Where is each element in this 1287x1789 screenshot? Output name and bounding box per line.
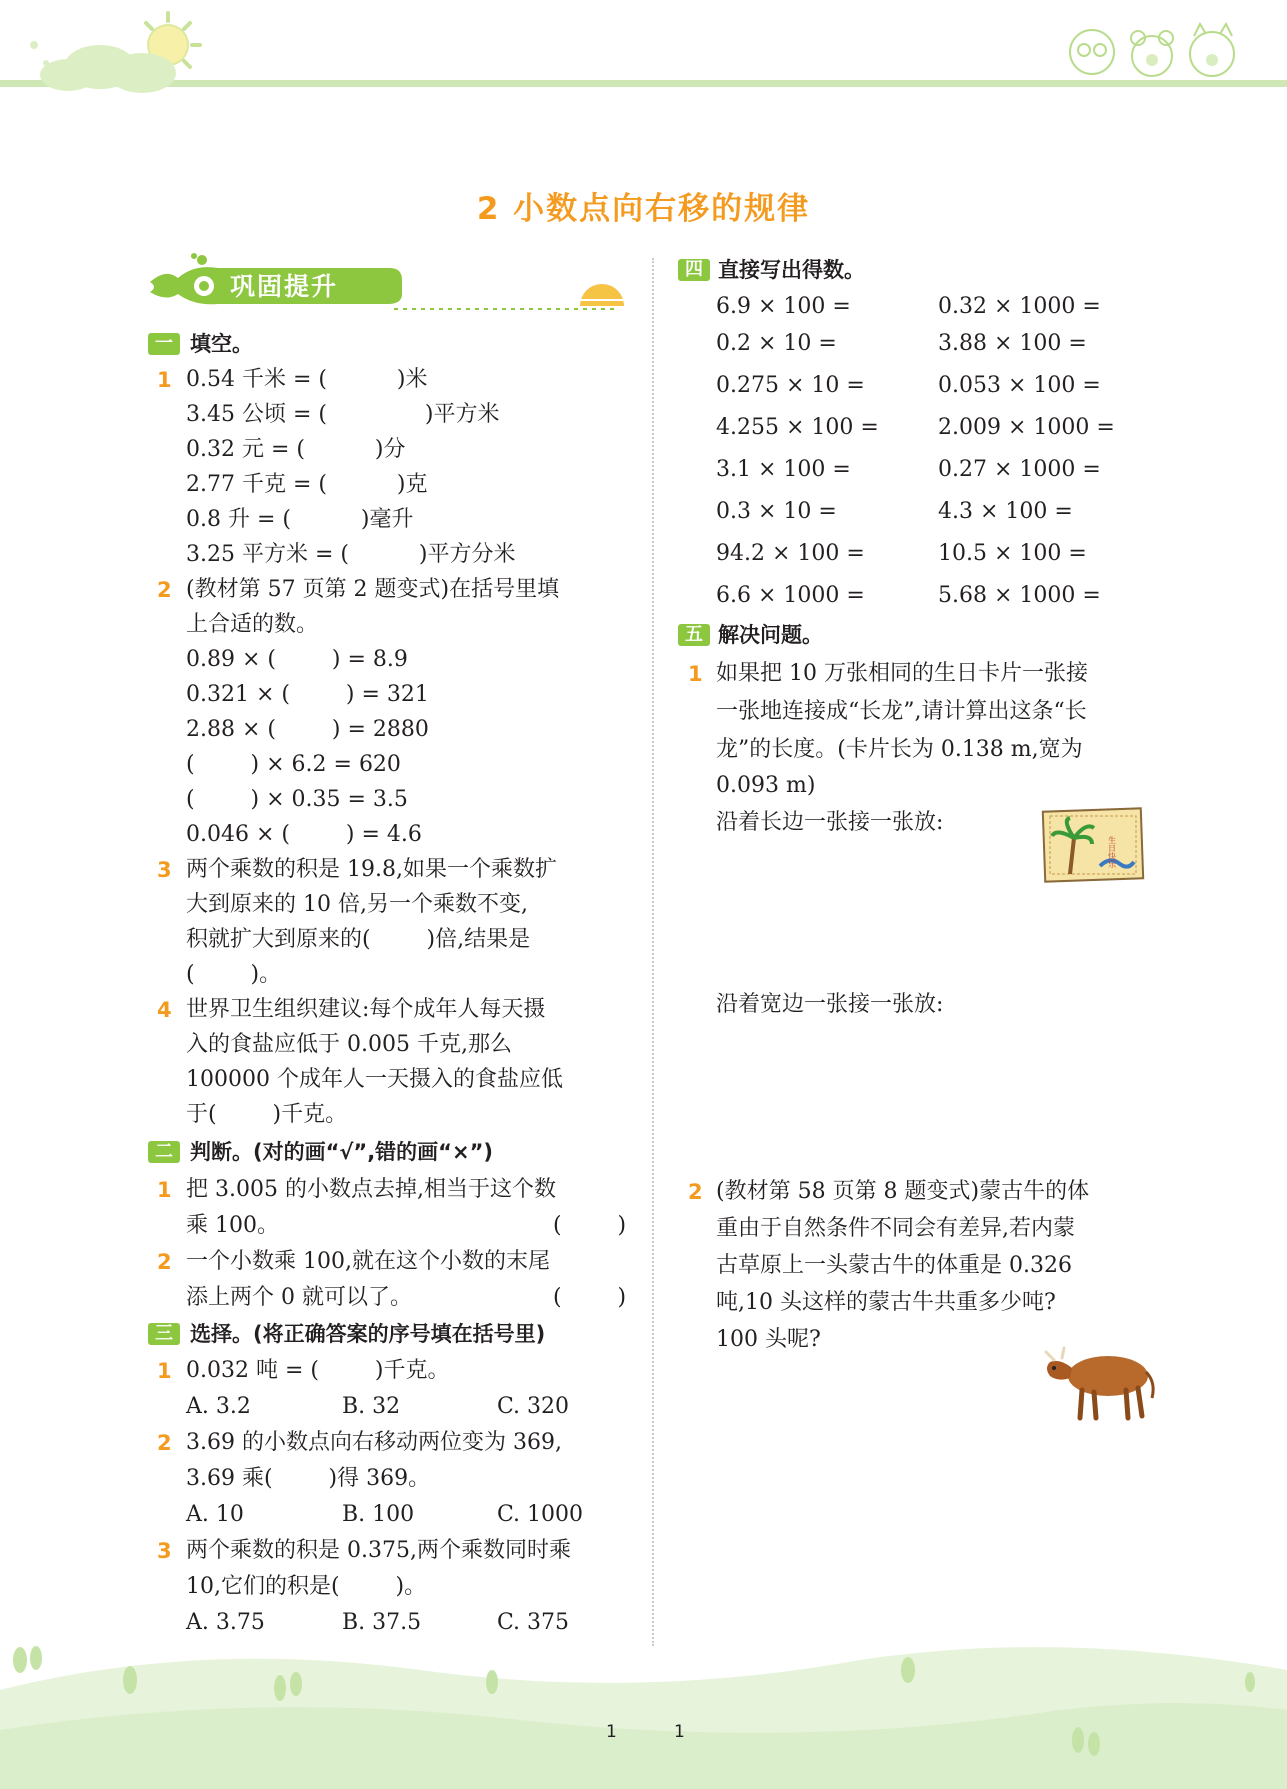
judge-q1-line: 把 3.005 的小数点去掉,相当于这个数 [186, 1177, 556, 1202]
question-number: 2 [157, 578, 172, 602]
choice-option: A. 3.2 [186, 1394, 251, 1419]
choose-q1-stem: 0.032 吨 = ( )千克。 [186, 1358, 450, 1383]
fill-q2-line: 0.046 × ( ) = 4.6 [186, 822, 422, 847]
question-number: 1 [157, 368, 172, 392]
judge-q2-line: 添上两个 0 就可以了。 [186, 1285, 412, 1310]
fill-q2-line: ( ) × 0.35 = 3.5 [186, 787, 408, 812]
choice-option: C. 320 [497, 1394, 570, 1419]
fill-q4-line: 世界卫生组织建议:每个成年人每天摄 [186, 997, 546, 1022]
fill-q1-line: 3.45 公顷 = ( )平方米 [186, 402, 500, 427]
solve-q2-line: 吨,10 头这样的蒙古牛共重多少吨? [716, 1290, 1056, 1315]
long-side-prompt: 沿着长边一张接一张放: [716, 810, 944, 835]
judge-q2-line: 一个小数乘 100,就在这个小数的末尾 [186, 1249, 550, 1274]
section-title-direct: 直接写出得数。 [718, 258, 865, 282]
card-text: 生日快乐 [1107, 836, 1117, 868]
direct-calc: 6.6 × 1000 = [716, 583, 865, 608]
solve-q1-line: 0.093 m) [716, 773, 816, 798]
cow-icon [1042, 1338, 1160, 1424]
direct-calc: 0.32 × 1000 = [938, 294, 1101, 319]
solve-q2-line: 100 头呢? [716, 1327, 821, 1352]
direct-calc: 3.88 × 100 = [938, 331, 1087, 356]
fill-q4-line: 100000 个成年人一天摄入的食盐应低 [186, 1067, 563, 1092]
fill-q3-line: 两个乘数的积是 19.8,如果一个乘数扩 [186, 857, 557, 882]
direct-calc: 4.255 × 100 = [716, 415, 879, 440]
solve-q2-line: 重由于自然条件不同会有差异,若内蒙 [716, 1216, 1075, 1241]
direct-calc: 4.3 × 100 = [938, 499, 1073, 524]
fill-q4-line: 入的食盐应低于 0.005 千克,那么 [186, 1032, 512, 1057]
sun-cloud-icon [20, 5, 210, 110]
fill-q3-line: 大到原来的 10 倍,另一个乘数不变, [186, 892, 528, 917]
fill-q4-line: 于( )千克。 [186, 1102, 348, 1127]
direct-calc: 2.009 × 1000 = [938, 415, 1115, 440]
fill-q1-line: 0.54 千米 = ( )米 [186, 367, 428, 392]
page-number: 1 [674, 1722, 685, 1742]
answer-paren: ( ) [553, 1213, 627, 1238]
question-number: 1 [688, 662, 703, 686]
direct-calc: 6.9 × 100 = [716, 294, 851, 319]
choice-option: C. 1000 [497, 1502, 584, 1527]
choose-q2-stem: 3.69 的小数点向右移动两位变为 369, [186, 1430, 562, 1455]
choice-option: A. 3.75 [186, 1610, 265, 1635]
page-title: 2 小数点向右移的规律 [476, 191, 811, 227]
question-number: 4 [157, 998, 172, 1022]
solve-q2-line: (教材第 58 页第 8 题变式)蒙古牛的体 [716, 1179, 1090, 1204]
answer-paren: ( ) [553, 1285, 627, 1310]
fill-q2-line: 上合适的数。 [186, 612, 319, 637]
question-number: 1 [157, 1359, 172, 1383]
banner-title: 巩固提升 [230, 272, 339, 301]
solve-q1-line: 如果把 10 万张相同的生日卡片一张接 [716, 661, 1088, 686]
choose-q3-stem: 10,它们的积是( )。 [186, 1574, 427, 1599]
fill-q2-line: 0.89 × ( ) = 8.9 [186, 647, 408, 672]
fill-q2-line: 0.321 × ( ) = 321 [186, 682, 429, 707]
solve-q1-line: 龙”的长度。(卡片长为 0.138 m,宽为 [716, 737, 1083, 762]
choice-option: B. 100 [342, 1502, 415, 1527]
choice-option: B. 37.5 [342, 1610, 422, 1635]
choice-option: C. 375 [497, 1610, 570, 1635]
fill-q1-line: 2.77 千克 = ( )克 [186, 472, 428, 497]
choice-option: B. 32 [342, 1394, 401, 1419]
column-divider [652, 258, 654, 1646]
question-number: 2 [157, 1431, 172, 1455]
direct-calc: 0.27 × 1000 = [938, 457, 1101, 482]
direct-calc: 0.275 × 10 = [716, 373, 865, 398]
direct-calc: 0.3 × 10 = [716, 499, 837, 524]
judge-q1-line: 乘 100。 [186, 1213, 279, 1238]
direct-calc: 0.053 × 100 = [938, 373, 1101, 398]
direct-calc: 5.68 × 1000 = [938, 583, 1101, 608]
birthday-card-icon [1040, 806, 1148, 886]
animal-friends-icon [1060, 20, 1255, 85]
section-title-choose: 选择。(将正确答案的序号填在括号里) [190, 1322, 546, 1346]
fill-q2-line: 2.88 × ( ) = 2880 [186, 717, 429, 742]
section-badge-2: 二 [148, 1141, 180, 1163]
fill-q2-line: ( ) × 6.2 = 620 [186, 752, 401, 777]
section-badge-5: 五 [678, 624, 710, 646]
direct-calc: 0.2 × 10 = [716, 331, 837, 356]
fill-q1-line: 0.8 升 = ( )毫升 [186, 507, 414, 532]
question-number: 2 [157, 1250, 172, 1274]
landscape-decoration [0, 1600, 1287, 1789]
solve-q1-line: 一张地连接成“长龙”,请计算出这条“长 [716, 699, 1087, 724]
fill-q1-line: 3.25 平方米 = ( )平方分米 [186, 542, 516, 567]
question-number: 3 [157, 1539, 172, 1563]
question-number: 2 [688, 1180, 703, 1204]
banner-fish-icon [148, 252, 628, 314]
question-number: 1 [157, 1178, 172, 1202]
direct-calc: 10.5 × 100 = [938, 541, 1087, 566]
section-badge-3: 三 [148, 1323, 180, 1345]
fill-q2-line: (教材第 57 页第 2 题变式)在括号里填 [186, 577, 560, 602]
choose-q2-stem: 3.69 乘( )得 369。 [186, 1466, 431, 1491]
section-title-fill: 填空。 [190, 332, 253, 356]
direct-calc: 3.1 × 100 = [716, 457, 851, 482]
choose-q3-stem: 两个乘数的积是 0.375,两个乘数同时乘 [186, 1538, 571, 1563]
section-title-judge: 判断。(对的画“√”,错的画“×”) [190, 1140, 493, 1164]
short-side-prompt: 沿着宽边一张接一张放: [716, 992, 944, 1017]
section-badge-4: 四 [678, 259, 710, 281]
fill-q3-line: ( )。 [186, 962, 282, 987]
section-badge-1: 一 [148, 333, 180, 355]
fill-q1-line: 0.32 元 = ( )分 [186, 437, 406, 462]
fill-q3-line: 积就扩大到原来的( )倍,结果是 [186, 927, 531, 952]
question-number: 3 [157, 858, 172, 882]
page-number: 1 [606, 1722, 617, 1742]
direct-calc: 94.2 × 100 = [716, 541, 865, 566]
section-title-solve: 解决问题。 [718, 623, 823, 647]
choice-option: A. 10 [186, 1502, 244, 1527]
solve-q2-line: 古草原上一头蒙古牛的体重是 0.326 [716, 1253, 1072, 1278]
